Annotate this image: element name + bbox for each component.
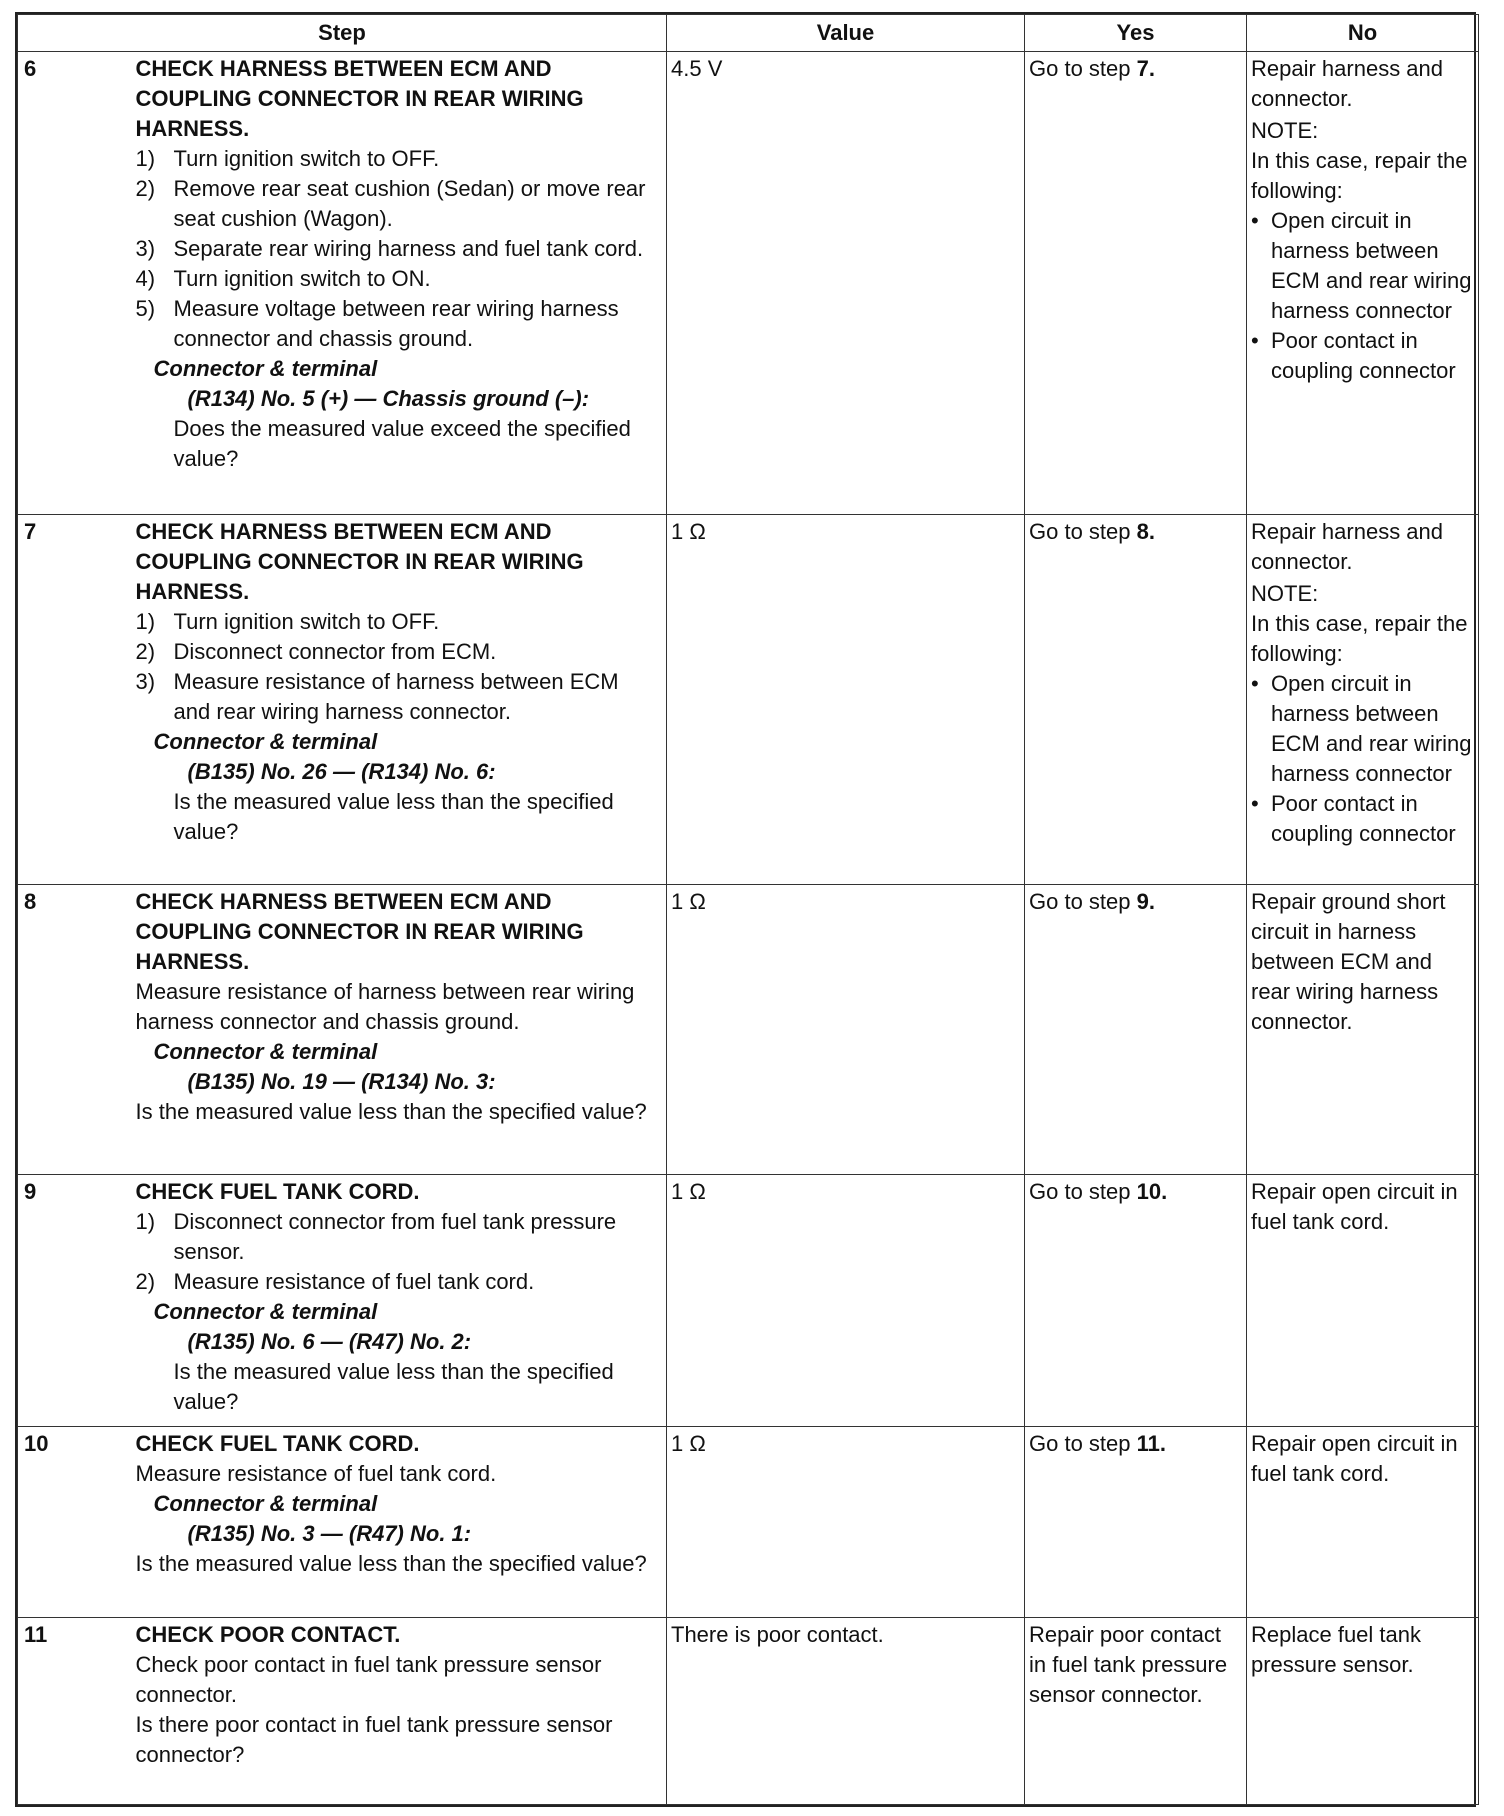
no-action: Repair ground short circuit in harness between ECM and rear wiring harness connector. [1251,889,1446,1034]
header-no: No [1247,15,1479,52]
note-label: NOTE: [1251,581,1319,606]
note-bullet: • Open circuit in harness between ECM and rear wiring harness connector [1251,671,1472,786]
note-intro: In this case, repair the following: [1251,611,1468,666]
table-row [18,52,1479,515]
value-cell: 1 Ω [667,1427,1025,1618]
header-row [18,15,1479,52]
table-row [18,1618,1479,1805]
step-item: 2) Measure resistance of fuel tank cord. [135,1269,535,1294]
no-cell [1247,52,1479,515]
connector-label: Connector & terminal [153,729,378,754]
step-item: 4) Turn ignition switch to ON. [135,266,431,291]
no-action: Repair harness and connector. [1251,56,1444,111]
no-cell [1247,1618,1479,1805]
yes-step-number: 9. [1136,889,1155,914]
step-question: Is the measured value less than the specified value? [173,789,614,844]
step-number: 7 [18,515,136,885]
yes-cell: Go to step 7. [1025,52,1247,515]
step-item: 3) Measure resistance of harness between ECM and rear wiring harness connector. [135,669,619,724]
no-cell [1247,1175,1479,1427]
diagnostic-table [17,14,1479,1805]
connector-label: Connector & terminal [153,356,378,381]
step-description [136,515,667,885]
step-item: 1) Disconnect connector from fuel tank pressure sensor. [135,1209,617,1264]
step-item: 2) Remove rear seat cushion (Sedan) or move rear seat cushion (Wagon). [135,176,646,231]
step-title: CHECK POOR CONTACT. [135,1622,401,1647]
step-item: 1) Turn ignition switch to OFF. [135,146,440,171]
step-item: 5) Measure voltage between rear wiring harness connector and chassis ground. [135,296,619,351]
table-row [18,885,1479,1175]
note-label: NOTE: [1251,118,1319,143]
table-row [18,515,1479,885]
no-action: Repair harness and connector. [1251,519,1444,574]
step-item: 1) Turn ignition switch to OFF. [135,609,440,634]
step-lead: Measure resistance of harness between rear wiring harness connector and chassis ground. [135,979,635,1034]
no-cell [1247,515,1479,885]
step-question: Is there poor contact in fuel tank pressure sensor connector? [135,1712,613,1767]
yes-step-number: 7. [1136,56,1155,81]
step-title: CHECK HARNESS BETWEEN ECM AND COUPLING CONNECTOR IN REAR WIRING HARNESS. [135,889,584,974]
no-action: Repair open circuit in fuel tank cord. [1251,1431,1458,1486]
step-lead: Check poor contact in fuel tank pressure sensor connector. [135,1652,602,1707]
step-number: 9 [18,1175,136,1427]
step-lead: Measure resistance of fuel tank cord. [135,1461,497,1486]
yes-cell: Repair poor contact in fuel tank pressure sensor connector. [1025,1618,1247,1805]
yes-cell: Go to step 9. [1025,885,1247,1175]
connector-label: Connector & terminal [153,1299,378,1324]
value-cell: There is poor contact. [667,1618,1025,1805]
table-row [18,1175,1479,1427]
note-bullet: • Open circuit in harness between ECM and rear wiring harness connector [1251,208,1472,323]
step-number: 6 [18,52,136,515]
step-title: CHECK FUEL TANK CORD. [135,1179,420,1204]
header-step: Step [18,15,667,52]
step-question: Is the measured value less than the specified value? [173,1359,614,1414]
table-row [18,1427,1479,1618]
step-description [136,1427,667,1618]
value-cell: 1 Ω [667,1175,1025,1427]
yes-step-number: 11. [1136,1431,1166,1456]
step-number: 8 [18,885,136,1175]
yes-cell: Go to step 10. [1025,1175,1247,1427]
terminal-spec: (B135) No. 26 — (R134) No. 6: [187,759,496,784]
no-action: Repair open circuit in fuel tank cord. [1251,1179,1458,1234]
step-title: CHECK HARNESS BETWEEN ECM AND COUPLING CONNECTOR IN REAR WIRING HARNESS. [135,56,584,141]
no-cell [1247,885,1479,1175]
step-description [136,1618,667,1805]
note-bullet: • Poor contact in coupling connector [1251,328,1456,383]
value-cell: 4.5 V [667,52,1025,515]
value-cell: 1 Ω [667,515,1025,885]
step-item: 3) Separate rear wiring harness and fuel tank cord. [135,236,644,261]
yes-cell: Go to step 11. [1025,1427,1247,1618]
note-intro: In this case, repair the following: [1251,148,1468,203]
step-description [136,885,667,1175]
value-cell: 1 Ω [667,885,1025,1175]
yes-step-number: 10. [1136,1179,1168,1204]
no-action: Replace fuel tank pressure sensor. [1251,1622,1421,1677]
step-title: CHECK HARNESS BETWEEN ECM AND COUPLING CONNECTOR IN REAR WIRING HARNESS. [135,519,584,604]
terminal-spec: (R134) No. 5 (+) — Chassis ground (–): [187,386,590,411]
header-yes: Yes [1025,15,1247,52]
yes-step-number: 8. [1136,519,1155,544]
step-question: Does the measured value exceed the specified value? [173,416,631,471]
yes-cell: Go to step 8. [1025,515,1247,885]
connector-label: Connector & terminal [153,1491,378,1516]
step-question: Is the measured value less than the specified value? [135,1551,647,1576]
note-bullet: • Poor contact in coupling connector [1251,791,1456,846]
step-question: Is the measured value less than the specified value? [135,1099,647,1124]
connector-label: Connector & terminal [153,1039,378,1064]
step-number: 10 [18,1427,136,1618]
terminal-spec: (R135) No. 6 — (R47) No. 2: [187,1329,472,1354]
terminal-spec: (B135) No. 19 — (R134) No. 3: [187,1069,496,1094]
no-cell [1247,1427,1479,1618]
step-item: 2) Disconnect connector from ECM. [135,639,497,664]
terminal-spec: (R135) No. 3 — (R47) No. 1: [187,1521,472,1546]
step-number: 11 [18,1618,136,1805]
step-description [136,52,667,515]
diagnostic-table-sheet [15,12,1476,1807]
header-value: Value [667,15,1025,52]
step-description [136,1175,667,1427]
step-title: CHECK FUEL TANK CORD. [135,1431,420,1456]
